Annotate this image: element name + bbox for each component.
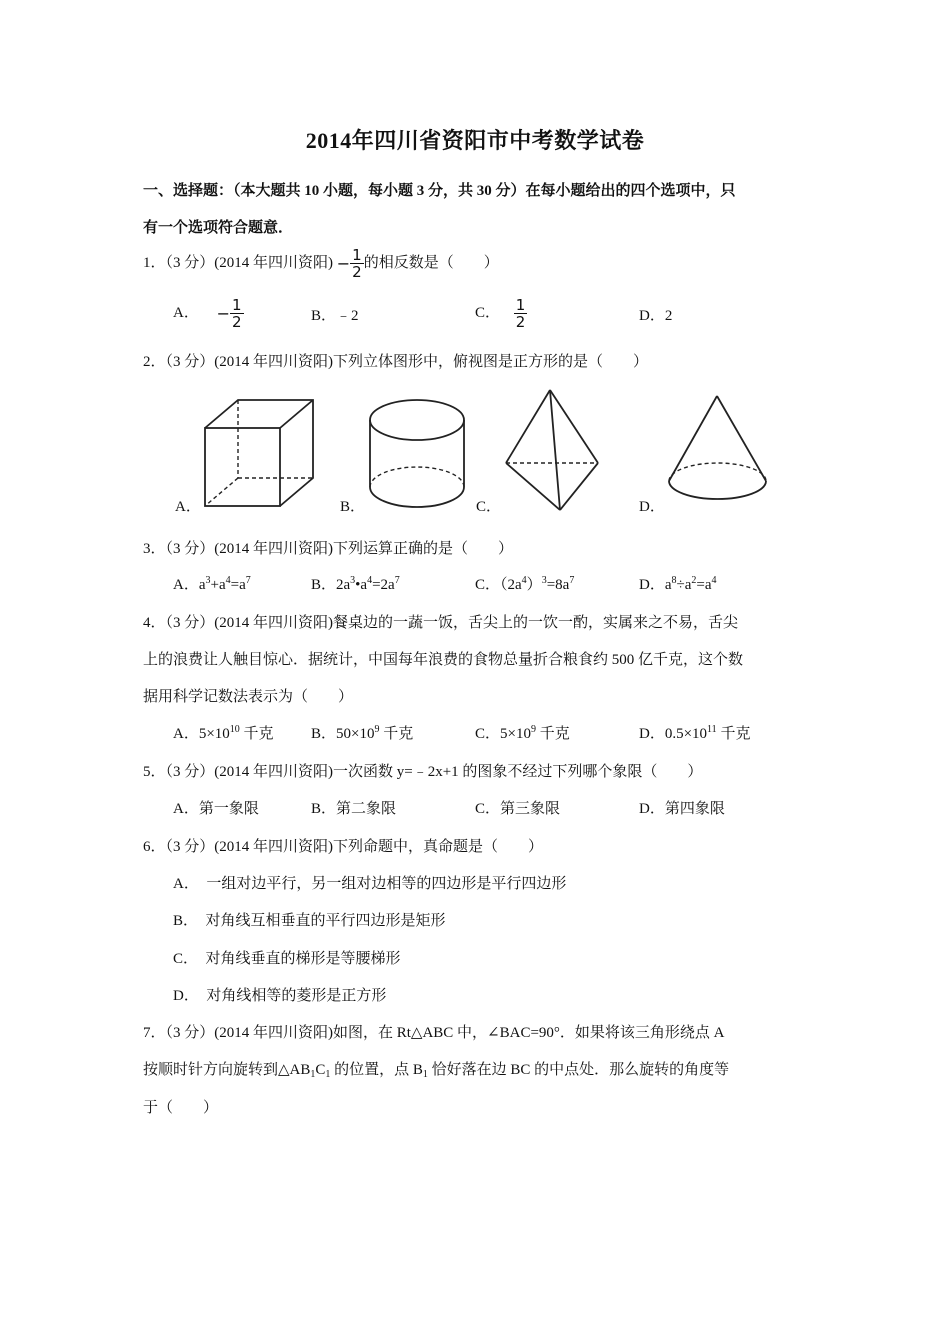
q4-d-part: D．0.5×10 (639, 726, 708, 742)
q3-option-b[interactable] (311, 573, 400, 594)
q2-option-b[interactable]: B． (340, 499, 366, 515)
question-2-stem: 2．（3 分）(2014 年四川资阳)下列立体图形中，俯视图是正方形的是（ ） (143, 354, 648, 370)
q4-a-unit: 千克 (239, 726, 274, 742)
q1-option-a-label: A． (173, 304, 199, 321)
q4-c-part: C．5×10 (475, 726, 531, 742)
question-4-line1: 4．（3 分）(2014 年四川资阳)餐桌边的一蔬一饭，舌尖上的一饮一酌，实属来之不易，舌尖 (143, 615, 738, 631)
question-3-stem: 3．（3 分）(2014 年四川资阳)下列运算正确的是（ ） (143, 541, 513, 557)
q3-b-part: •a (355, 577, 368, 593)
q3-c-part: ） (526, 577, 542, 593)
q1-option-c-fraction (514, 297, 528, 330)
q6-option-c[interactable]: C． 对角线垂直的梯形是等腰梯形 (173, 951, 401, 967)
q4-c-exp: 9 (530, 724, 536, 735)
question-7-line2 (143, 1058, 729, 1079)
q1-minus-sign: − (336, 254, 351, 273)
q3-c-part: =8a (546, 577, 570, 593)
q3-d-exp: 2 (691, 575, 697, 586)
q4-b-unit: 千克 (379, 726, 414, 742)
q3-d-part: D．a (639, 577, 672, 593)
question-7-line1: 7．（3 分）(2014 年四川资阳)如图，在 Rt△ABC 中，∠BAC=90°．如果将该三角形绕点 A (143, 1025, 725, 1041)
q2-option-d[interactable]: D． (639, 499, 665, 515)
q3-option-d[interactable] (639, 573, 717, 594)
q3-option-a[interactable] (173, 573, 251, 594)
question-7-line3: 于（ ） (143, 1100, 219, 1116)
q6-option-b[interactable]: B． 对角线互相垂直的平行四边形是矩形 (173, 913, 446, 929)
q5-option-a[interactable]: A．第一象限 (173, 801, 259, 817)
q7-subscript: 1 (310, 1069, 316, 1080)
question-6-stem: 6．（3 分）(2014 年四川资阳)下列命题中，真命题是（ ） (143, 839, 543, 855)
q4-d-exp: 11 (707, 724, 717, 735)
page-title: 2014年四川省资阳市中考数学试卷 (305, 128, 645, 153)
q1-prefix: 1．（3 分）(2014 年四川资阳) (143, 254, 333, 271)
q5-option-c[interactable]: C．第三象限 (475, 801, 561, 817)
q7-text: C (315, 1062, 326, 1078)
q4-d-unit: 千克 (716, 726, 751, 742)
question-1-stem (143, 247, 499, 280)
q1-frac-denominator: 2 (352, 263, 362, 281)
section-heading-line1: 一、选择题：（本大题共 10 小题，每小题 3 分，共 30 分）在每小题给出的四个选项中，只 (143, 183, 736, 199)
q5-option-d[interactable]: D．第四象限 (639, 801, 725, 817)
q1-a-denominator: 2 (232, 313, 242, 331)
q3-d-part: =a (696, 577, 712, 593)
q4-option-d[interactable] (639, 722, 750, 743)
q7-subscript: 1 (422, 1069, 428, 1080)
q3-c-exp: 7 (569, 575, 575, 586)
q3-c-exp: 3 (541, 575, 547, 586)
q7-subscript: 1 (325, 1069, 331, 1080)
q3-b-exp: 3 (350, 575, 356, 586)
q7-text: 按顺时针方向旋转到△AB (143, 1062, 311, 1078)
q1-a-numerator: 1 (232, 296, 242, 314)
q7-text: 恰好落在边 BC 的中点处．那么旋转的角度等 (427, 1062, 730, 1078)
q1-option-a[interactable] (173, 297, 244, 330)
q1-option-a-fraction (230, 297, 244, 330)
q3-a-part: +a (210, 577, 226, 593)
pyramid-figure (498, 385, 603, 515)
q3-a-exp: 7 (245, 575, 251, 586)
q4-b-part: B．50×10 (311, 726, 375, 742)
q3-option-c[interactable] (475, 573, 574, 594)
q3-d-exp: 8 (671, 575, 677, 586)
q3-a-exp: 4 (225, 575, 231, 586)
section-heading-line2: 有一个选项符合题意． (143, 220, 294, 236)
q3-a-part: =a (230, 577, 246, 593)
question-5-stem: 5．（3 分）(2014 年四川资阳)一次函数 y=﹣2x+1 的图象不经过下列哪个象限（ ） (143, 764, 703, 780)
q4-a-part: A．5×10 (173, 726, 230, 742)
question-4-line3: 据用科学记数法表示为（ ） (143, 689, 354, 705)
q1-option-d[interactable]: D．2 (639, 308, 673, 324)
q7-text: 的位置，点 B (330, 1062, 423, 1078)
q1-c-numerator: 1 (515, 296, 526, 314)
q4-c-unit: 千克 (535, 726, 570, 742)
q5-option-b[interactable]: B．第二象限 (311, 801, 397, 817)
q1-option-a-minus: − (216, 304, 230, 323)
q1-option-c-label: C． (475, 304, 501, 321)
q3-b-exp: 4 (367, 575, 373, 586)
q3-d-part: ÷a (676, 577, 692, 593)
question-4-line2: 上的浪费让人触目惊心．据统计，中国每年浪费的食物总量折合粮食约 500 亿千克，这个数 (143, 652, 744, 668)
q6-option-a[interactable]: A． 一组对边平行，另一组对边相等的四边形是平行四边形 (173, 876, 567, 892)
q1-frac-numerator: 1 (352, 246, 362, 264)
q3-c-part: C．（2a (475, 577, 522, 593)
q3-b-exp: 7 (394, 575, 400, 586)
q3-b-part: B．2a (311, 577, 351, 593)
cone-figure (660, 390, 775, 515)
q2-option-a[interactable]: A． (175, 499, 201, 515)
q2-option-c[interactable]: C． (476, 499, 502, 515)
q1-c-denominator: 2 (515, 313, 526, 331)
q1-option-c[interactable] (475, 297, 527, 330)
q4-a-exp: 10 (229, 724, 240, 735)
q1-suffix: 的相反数是（ ） (363, 254, 499, 271)
q3-b-part: =2a (372, 577, 395, 593)
q3-a-part: A．a (173, 577, 206, 593)
q1-option-b[interactable]: B．﹣2 (311, 308, 359, 324)
q1-fraction (350, 247, 364, 280)
q4-option-c[interactable] (475, 722, 570, 743)
q4-b-exp: 9 (374, 724, 380, 735)
cube-figure (195, 395, 325, 515)
q3-c-exp: 4 (521, 575, 527, 586)
q4-option-a[interactable] (173, 722, 274, 743)
cylinder-figure (365, 395, 470, 515)
q3-d-exp: 4 (711, 575, 717, 586)
q4-option-b[interactable] (311, 722, 413, 743)
q3-a-exp: 3 (205, 575, 211, 586)
q6-option-d[interactable]: D． 对角线相等的菱形是正方形 (173, 988, 387, 1004)
